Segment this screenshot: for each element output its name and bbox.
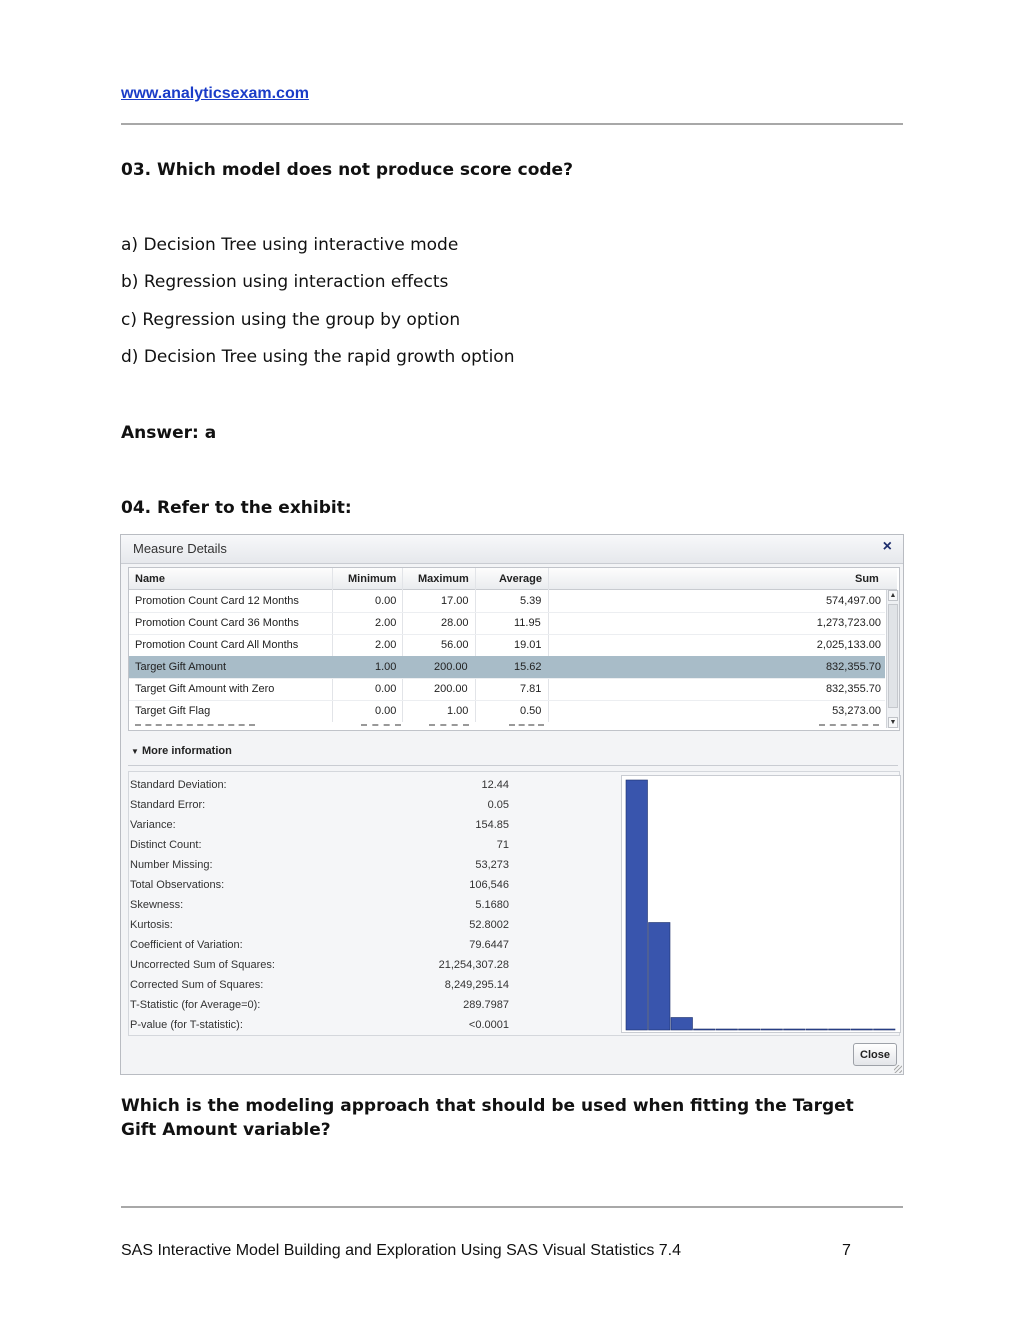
close-icon[interactable]: ×: [882, 538, 892, 555]
histogram-bar: [694, 1029, 716, 1030]
stat-row: [129, 856, 521, 876]
histogram-bar: [761, 1029, 783, 1030]
stat-row: [129, 896, 521, 916]
option-c: c) Regression using the group by option: [121, 310, 461, 330]
scroll-up-icon[interactable]: ▲: [889, 592, 897, 599]
cell-name: Promotion Count Card 12 Months: [135, 595, 299, 607]
cell-name: Target Gift Flag: [135, 705, 211, 717]
measure-table: [128, 567, 900, 731]
column-header-minimum[interactable]: Minimum: [348, 573, 397, 585]
stat-label: Distinct Count:: [130, 839, 202, 851]
cell-minimum: 2.00: [375, 617, 397, 629]
stat-label: Coefficient of Variation:: [130, 939, 243, 951]
table-scrollbar[interactable]: [886, 590, 899, 728]
histogram-bar: [716, 1029, 738, 1030]
cell-maximum: 17.00: [441, 595, 469, 607]
histogram-bar: [851, 1029, 873, 1030]
cell-average: 19.01: [514, 639, 542, 651]
more-information-toggle[interactable]: [128, 739, 898, 766]
caret-down-icon: ▼: [131, 747, 139, 756]
stat-value: 52.8002: [469, 919, 509, 931]
stat-value: 0.05: [487, 799, 509, 811]
option-d: d) Decision Tree using the rapid growth option: [121, 347, 515, 367]
histogram-chart: [621, 775, 901, 1033]
stat-value: <0.0001: [468, 1019, 509, 1031]
stat-value: 5.1680: [475, 899, 509, 911]
stat-value: 8,249,295.14: [444, 979, 509, 991]
stat-row: [129, 1016, 521, 1036]
option-b: b) Regression using interaction effects: [121, 272, 449, 292]
cell-maximum: 200.00: [434, 683, 468, 695]
stat-row: [129, 976, 521, 996]
header-divider: [121, 123, 903, 125]
cell-sum: 574,497.00: [825, 595, 881, 607]
cell-maximum: 28.00: [441, 617, 469, 629]
column-header-name[interactable]: Name: [135, 573, 165, 585]
stat-value: 12.44: [481, 779, 509, 791]
stat-row: [129, 916, 521, 936]
stat-row: [129, 936, 521, 956]
cell-name: Target Gift Amount with Zero: [135, 683, 275, 695]
table-row[interactable]: [129, 700, 885, 723]
stat-label: Skewness:: [130, 899, 184, 911]
stat-value: 154.85: [475, 819, 509, 831]
stat-label: Standard Error:: [130, 799, 206, 811]
stat-row: [129, 996, 521, 1016]
cell-average: 0.50: [520, 705, 542, 717]
histogram-bar: [806, 1029, 828, 1030]
cell-name: Promotion Count Card All Months: [135, 639, 299, 651]
scroll-thumb[interactable]: [888, 604, 898, 708]
histogram-bar: [626, 780, 648, 1030]
stat-value: 71: [496, 839, 509, 851]
footer-text: SAS Interactive Model Building and Exploration Using SAS Visual Statistics 7.4: [121, 1242, 681, 1259]
stat-row: [129, 796, 521, 816]
cell-minimum: 0.00: [375, 595, 397, 607]
histogram-svg: [622, 776, 900, 1032]
question-3-title: 03. Which model does not produce score code?: [121, 160, 573, 180]
stat-label: Kurtosis:: [130, 919, 173, 931]
histogram-bar: [649, 923, 671, 1031]
cell-maximum: 56.00: [441, 639, 469, 651]
stat-row: [129, 816, 521, 836]
table-header: [129, 568, 897, 590]
table-row[interactable]: [129, 590, 885, 613]
cell-average: 7.81: [520, 683, 542, 695]
column-header-average[interactable]: Average: [499, 573, 543, 585]
statistics-panel: [128, 771, 900, 1036]
resize-grip-icon[interactable]: [894, 1065, 902, 1073]
dialog-title: Measure Details: [133, 541, 227, 556]
cell-sum: 1,273,723.00: [816, 617, 881, 629]
option-a: a) Decision Tree using interactive mode: [121, 235, 459, 255]
question-4-text: Which is the modeling approach that should be used when fitting the Target Gift Amount variable?: [121, 1096, 854, 1140]
stat-label: T-Statistic (for Average=0):: [130, 999, 261, 1011]
more-information-label: More information: [142, 745, 232, 757]
stat-value: 289.7987: [463, 999, 509, 1011]
page-number: 7: [842, 1242, 851, 1259]
cell-sum: 832,355.70: [825, 661, 881, 673]
stat-label: Number Missing:: [130, 859, 213, 871]
measure-details-dialog: [120, 534, 904, 1075]
cell-minimum: 1.00: [375, 661, 397, 673]
dialog-header: [121, 535, 903, 564]
cell-average: 5.39: [520, 595, 542, 607]
site-link[interactable]: www.analyticsexam.com: [121, 85, 309, 102]
scroll-down-icon[interactable]: ▼: [889, 719, 897, 726]
stat-row: [129, 956, 521, 976]
footer-divider: [121, 1206, 903, 1208]
table-row[interactable]: [129, 634, 885, 657]
cell-average: 11.95: [514, 617, 541, 629]
table-row[interactable]: [129, 678, 885, 701]
cell-sum: 832,355.70: [825, 683, 881, 695]
cell-maximum: 200.00: [434, 661, 468, 673]
table-row[interactable]: [129, 612, 885, 635]
cell-maximum: 1.00: [447, 705, 469, 717]
cell-minimum: 0.00: [375, 705, 397, 717]
cell-minimum: 2.00: [375, 639, 397, 651]
cell-average: 15.62: [514, 661, 542, 673]
stat-value: 21,254,307.28: [438, 959, 509, 971]
stat-label: Total Observations:: [130, 879, 225, 891]
stat-value: 53,273: [475, 859, 509, 871]
histogram-bar: [671, 1018, 693, 1031]
stat-value: 106,546: [469, 879, 509, 891]
stat-row: [129, 776, 521, 796]
stat-value: 79.6447: [469, 939, 509, 951]
histogram-bar: [784, 1029, 806, 1030]
column-header-sum[interactable]: Sum: [855, 573, 879, 585]
question-4-title: 04. Refer to the exhibit:: [121, 498, 352, 518]
close-button[interactable]: Close: [853, 1043, 897, 1066]
cell-minimum: 0.00: [375, 683, 397, 695]
histogram-bar: [829, 1029, 851, 1030]
column-header-maximum[interactable]: Maximum: [418, 573, 469, 585]
answer-text: Answer: a: [121, 423, 217, 443]
cell-name: Promotion Count Card 36 Months: [135, 617, 299, 629]
cell-sum: 53,273.00: [832, 705, 881, 717]
stat-row: [129, 876, 521, 896]
stat-label: Uncorrected Sum of Squares:: [130, 959, 275, 971]
cut-off-row: [129, 722, 885, 728]
table-row-selected[interactable]: [129, 656, 885, 679]
histogram-bar: [739, 1029, 761, 1030]
cell-name: Target Gift Amount: [135, 661, 227, 673]
histogram-bar: [874, 1029, 896, 1030]
stat-label: Standard Deviation:: [130, 779, 227, 791]
cell-sum: 2,025,133.00: [816, 639, 881, 651]
stat-row: [129, 836, 521, 856]
stat-label: P-value (for T-statistic):: [130, 1019, 243, 1031]
stat-label: Corrected Sum of Squares:: [130, 979, 264, 991]
stat-label: Variance:: [130, 819, 176, 831]
